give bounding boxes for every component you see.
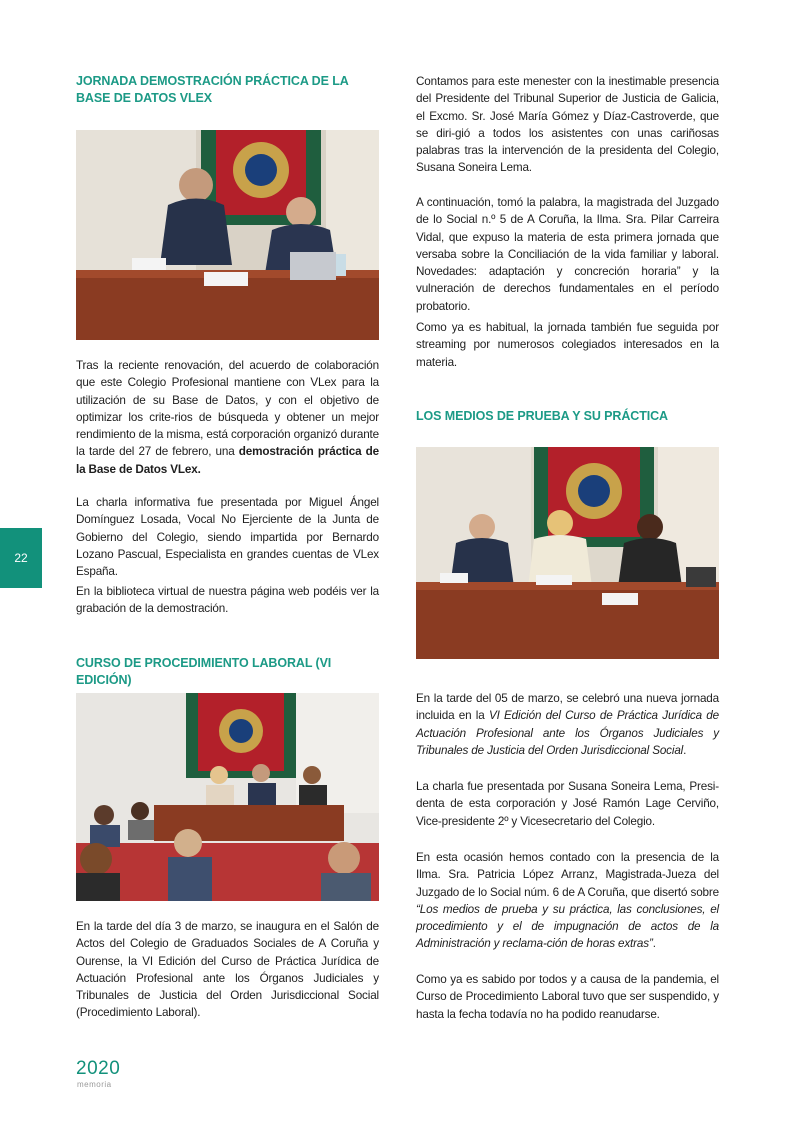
paragraph-curso-inauguracion: En la tarde del día 3 de marzo, se inaugura en el Salón de Actos del Colegio de Graduados Sociales de A Coruña y Ourense, la VI Edición del Curso de Práctica Jurídica de Actuación Profesional ante los Órganos Judiciales y Tribunales de Justicia del Orden Jurisdiccional Social (Procedimiento Laboral). <box>76 920 379 1020</box>
footer-memoria: memoria <box>77 1080 112 1089</box>
paragraph-magistrada-jornada: A continuación, tomó la palabra, la magistrada del Juzgado de lo Social n.º 5 de A Coruña, la Ilma. Sra. Pilar Carreira Vidal, que expuso la materia de esta primera jornada que versaba sobre la Conciliación de la vida familiar y laboral. Novedades: adaptación y concreción horaria” y la vulneración de derechos fundamentales en el período probatorio. <box>416 196 719 313</box>
paragraph-medios-presentacion: La charla fue presentada por Susana Soneira Lema, Presi-denta de esta corporación y José Ramón Lage Cerviño, Vice-presidente 2º y Vicesecretario del Colegio. <box>416 780 719 828</box>
paragraph-vlex-recording: En la biblioteca virtual de nuestra página web podéis ver la grabación de la demostración. <box>76 585 379 616</box>
paragraph-medios-ponente: En esta ocasión hemos contado con la presencia de la Ilma. Sra. Patricia López Arranz, Magistrada-Jueza del Juzgado de lo Social núm. 6 de A Coruña, que disertó sobre “Los medios de prueba y su práctica, las conclusiones, el procedimiento y el de impugnación de actos de la Administración y reclama-ción de horas extras”. <box>416 851 719 951</box>
paragraph-presidente-tsj: Contamos para este menester con la inestimable presencia del Presidente del Tribunal Superior de Justicia de Galicia, el Excmo. Sr. José María Gómez y Díaz-Castroverde, que se diri-gió a todos los asistentes con unas cariñosas palabras tras la intervención de la presidenta del Colegio, Susana Soneira Lema. <box>416 75 719 175</box>
heading-procedimiento-laboral: CURSO DE PROCEDIMIENTO LABORAL (VI EDICIÓN) <box>76 656 332 687</box>
paragraph-medios-jornada: En la tarde del 05 de marzo, se celebró una nueva jornada incluida en la VI Edición del Curso de Práctica Jurídica de Actuación Profesional ante los Órganos Judiciales y Tribunales de Justicia del Orden Jurisdiccional Social. <box>416 692 719 757</box>
heading-vlex: JORNADA DEMOSTRACIÓN PRÁCTICA DE LA BASE DE DATOS VLEX <box>76 74 349 105</box>
photo-curso-laboral <box>76 693 379 901</box>
paragraph-suspension: Como ya es sabido por todos y a causa de la pandemia, el Curso de Procedimiento Laboral tuvo que ser suspendido, y hasta la fecha todavía no ha podido reanudarse. <box>416 973 719 1021</box>
paragraph-streaming: Como ya es habitual, la jornada también fue seguida por streaming por numerosos colegiados interesados en la materia. <box>416 321 719 369</box>
paragraph-vlex-intro: Tras la reciente renovación, del acuerdo de colaboración que este Colegio Profesional mantiene con VLex para la utilización de su Base de Datos, y con el objetivo de optimizar los crite-rios de búsqueda y obtener un mejor rendimiento de la misma, está corporación organizó durante la tarde del 27 de febrero, una demostración práctica de la Base de Datos VLex. <box>76 359 380 476</box>
photo-medios-prueba <box>416 447 719 659</box>
heading-medios-prueba: LOS MEDIOS DE PRUEBA Y SU PRÁCTICA <box>416 409 668 423</box>
footer-year: 2020 <box>76 1058 121 1079</box>
photo-vlex-demo <box>76 130 379 340</box>
page-number-tab: 22 <box>0 528 42 588</box>
paragraph-vlex-presenters: La charla informativa fue presentada por Miguel Ángel Domínguez Losada, Vocal No Ejerciente de la Junta de Gobierno del Colegio, siendo impartida por Bernardo Lozano Pascual, Especialista en grandes cuentas de VLex España. <box>76 496 379 579</box>
